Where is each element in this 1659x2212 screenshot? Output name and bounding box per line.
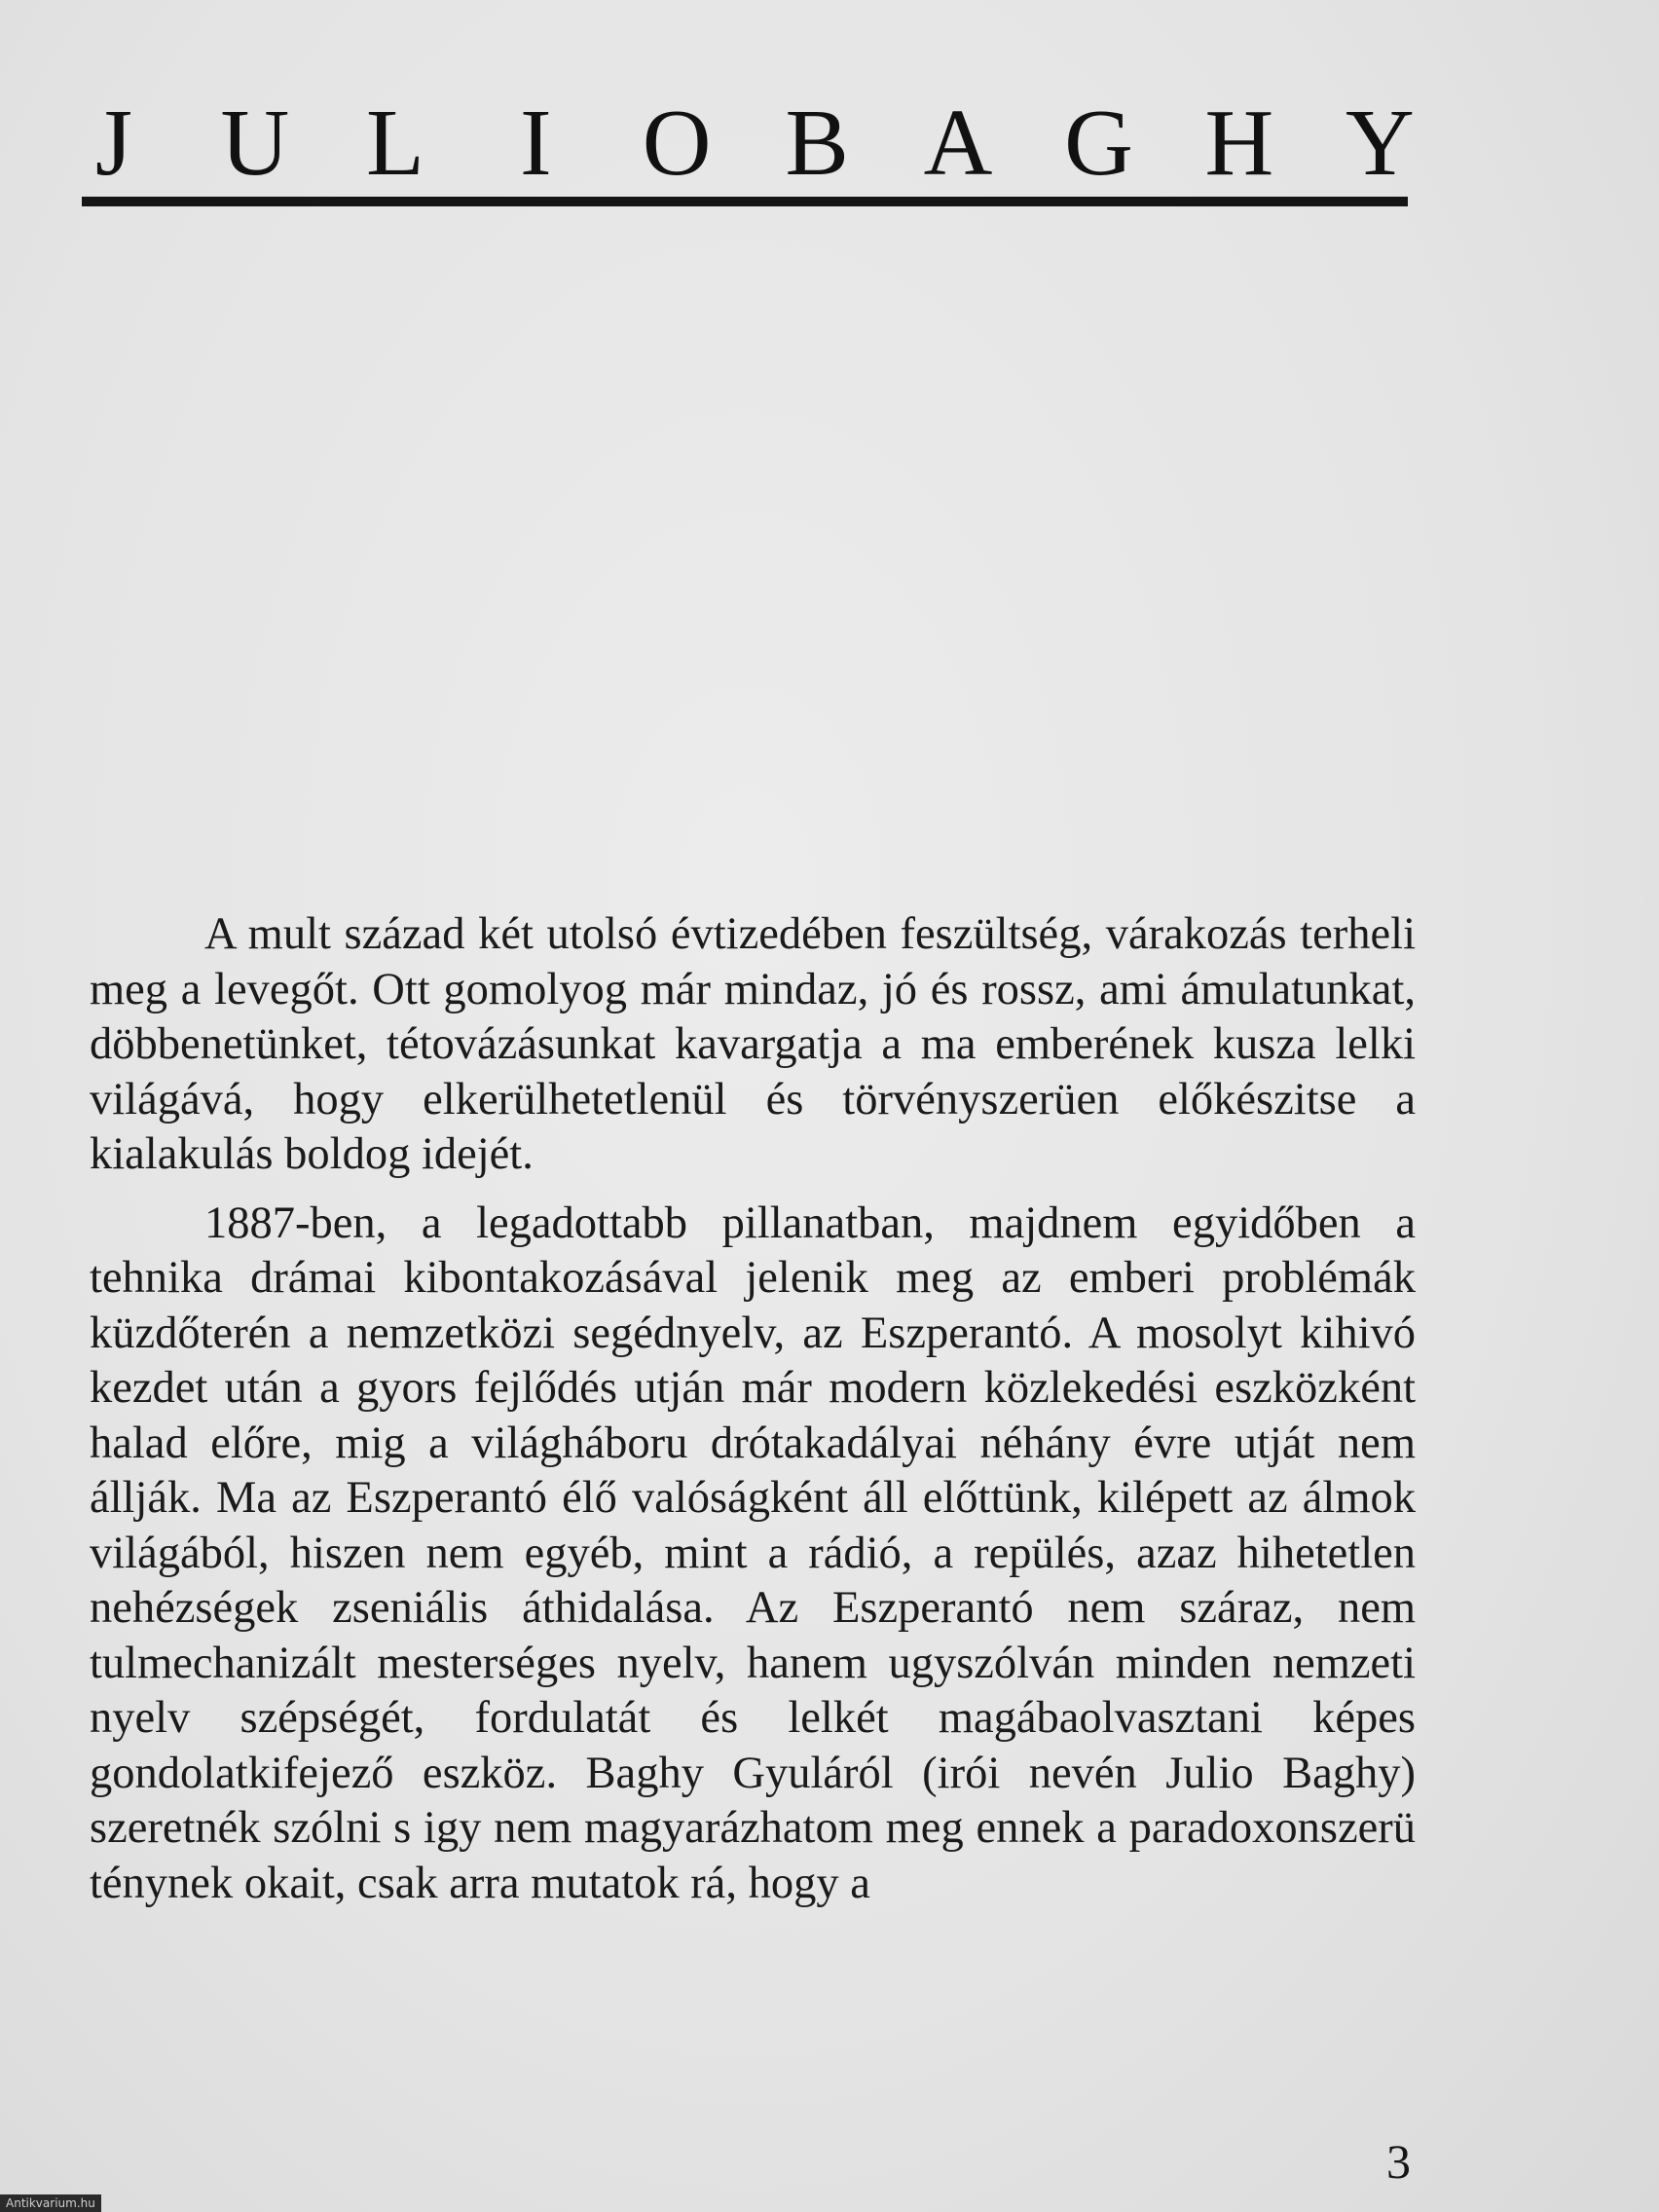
paragraph: 1887-ben, a legadottabb pillanatban, majdnem egyidőben a tehnika drámai kibontakozásával jelenik meg az emberi problémák küzdőterén a nemzetközi segédnyelv, az Eszperantó. A mosolyt kihivó kezdet után a gyors fejlődés utján már modern közlekedési eszközként halad előre, mig a világháboru drótakadályai néhány évre utját nem állják. Ma az Eszperantó élő valóságként áll előttünk, kilépett az álmok világából, hiszen nem egyéb, mint a rádió, a repülés, azaz hihetetlen nehézségek zseniális áthidalása. Az Eszperantó nem száraz, nem tulmechanizált mesterséges nyelv, hanem ugyszólván minden nemzeti nyelv szépségét, fordulatát és lelkét magábaolvasztani képes gondolatkifejező eszköz. Baghy Gyuláról (irói nevén Julio Baghy) szeretnék szólni s igy nem magyarázhatom meg ennek a paradoxonszerü ténynek okait, csak arra mutatok rá, hogy a — [90, 1198, 1416, 1908]
watermark: Antikvarium.hu — [0, 2194, 101, 2212]
title-letter: L — [365, 91, 424, 196]
page-number: 3 — [1386, 2134, 1411, 2189]
title-underline — [82, 197, 1408, 206]
title-letter: O — [642, 91, 712, 196]
title-letter: H — [1204, 91, 1274, 196]
title-letter: J — [94, 91, 133, 196]
body-text — [90, 907, 1416, 1925]
title-letter: I — [519, 91, 552, 196]
page-title — [80, 90, 1414, 197]
title-letter: B — [785, 91, 849, 196]
paragraph: A mult század két utolsó évtizedében feszültség, várakozás terheli meg a levegőt. Ott gomolyog már mindaz, jó és rossz, ami ámulatunkat, döbbenetünket, tétovázásunkat kavargatja a ma emberének kusza lelki világává, hogy elkerülhetetlenül és törvényszerüen előkészitse a kialakulás boldog idejét. — [90, 909, 1416, 1179]
title-letter: A — [923, 91, 993, 196]
title-letter: G — [1064, 91, 1133, 196]
title-letter: Y — [1345, 91, 1415, 196]
title-letter: U — [220, 91, 290, 196]
